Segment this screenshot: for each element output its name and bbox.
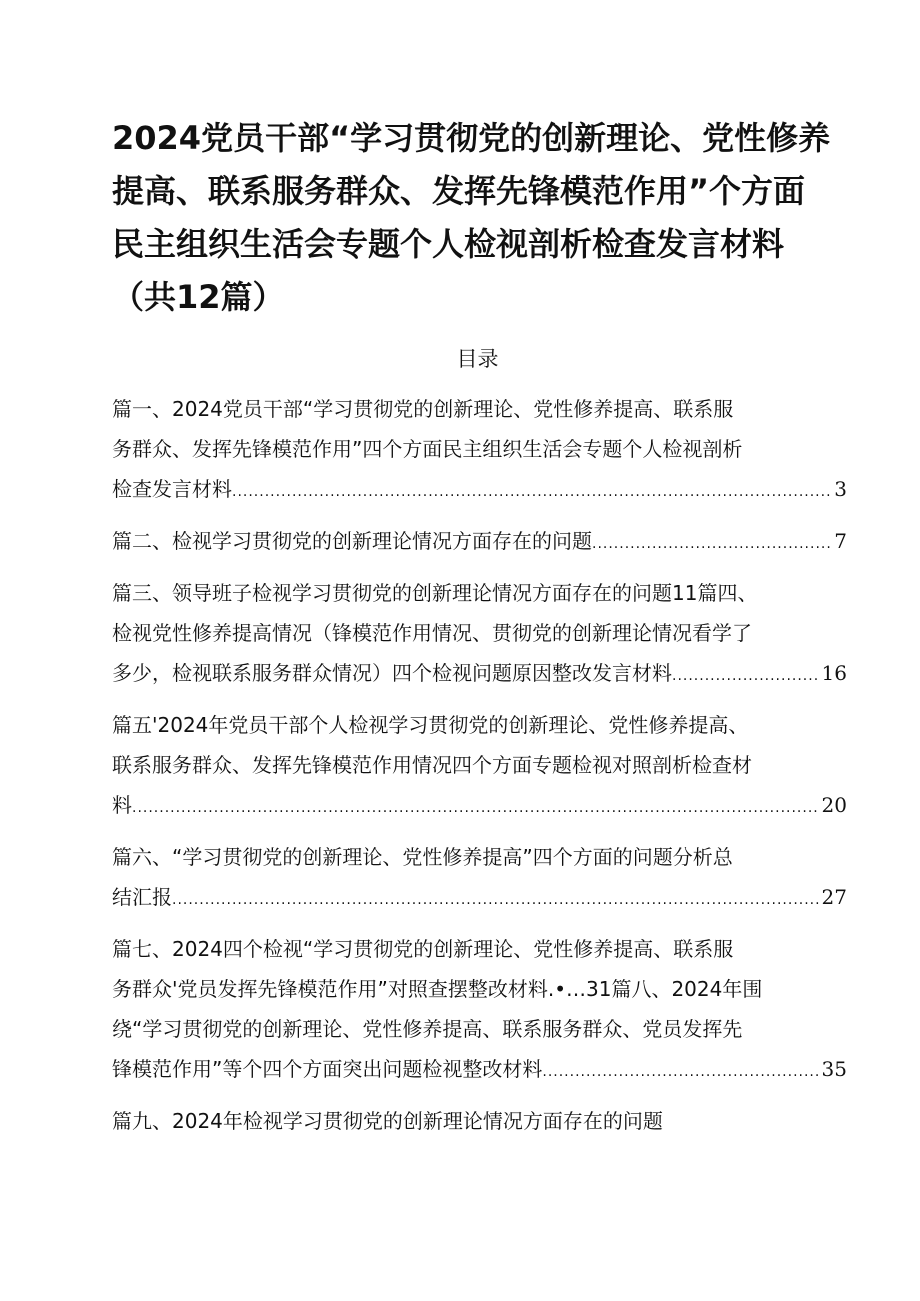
toc-entry-line [112,785,847,825]
toc-entry-line: 篇九、2024年检视学习贯彻党的创新理论情况方面存在的问题 [112,1109,663,1133]
toc-entry-line: 篇六、“学习贯彻党的创新理论、党性修养提高”四个方面的问题分析总 [112,845,733,869]
toc-dot-leader [672,656,820,693]
table-of-contents [112,389,847,1141]
title-line: （共12篇） [112,278,285,316]
toc-heading: 目录 [456,347,499,371]
toc-entry-line: 篇七、2024四个检视“学习贯彻党的创新理论、党性修养提高、联系服 [112,937,734,961]
toc-entry-line: 绕“学习贯彻党的创新理论、党性修养提高、联系服务群众、党员发挥先 [112,1017,743,1041]
toc-entry-text: 多少，检视联系服务群众情况）四个检视问题原因整改发言材料 [112,661,672,685]
toc-page-number: 16 [821,661,847,685]
toc-entry-line: 篇五'2024年党员干部个人检视学习贯彻党的创新理论、党性修养提高、 [112,713,749,737]
title-line: 提高、联系服务群众、发挥先锋模范作用”个方面 [112,172,806,210]
toc-entry-line [112,521,847,561]
title-line: 民主组织生活会专题个人检视剖析检查发言材料 [112,225,785,263]
toc-entry-line [112,469,847,509]
toc-entry-line [112,877,847,917]
toc-entry-line: 篇三、领导班子检视学习贯彻党的创新理论情况方面存在的问题11篇四、 [112,581,758,605]
toc-dot-leader [542,1052,819,1089]
toc-page-number: 27 [821,885,847,909]
toc-entry-text: 锋模范作用”等个四个方面突出问题检视整改材料 [112,1057,543,1081]
toc-entry-line: 检视党性修养提高情况（锋模范作用情况、贯彻党的创新理论情况看学了 [112,621,752,645]
title-line: 2024党员干部“学习贯彻党的创新理论、党性修养 [112,119,831,157]
toc-dot-leader [132,788,820,825]
toc-entry-text: 篇二、检视学习贯彻党的创新理论情况方面存在的问题 [112,529,592,553]
toc-entry-line: 联系服务群众、发挥先锋模范作用情况四个方面专题检视对照剖析检查材 [112,753,752,777]
toc-entry-text: 结汇报 [112,885,172,909]
toc-dot-leader [232,472,832,509]
toc-dot-leader [592,524,832,561]
toc-entry-line: 务群众、发挥先锋模范作用”四个方面民主组织生活会专题个人检视剖析 [112,437,743,461]
toc-page-number: 20 [821,793,847,817]
toc-page-number: 7 [834,529,847,553]
toc-page-number: 35 [821,1057,847,1081]
toc-entry-text: 检查发言材料 [112,477,232,501]
document-title [112,112,842,324]
toc-page-number: 3 [834,477,847,501]
toc-entry-text: 料 [112,793,132,817]
toc-entry-line: 务群众'党员发挥先锋模范作用”对照查摆整改材料.•…31篇八、2024年围 [112,977,763,1001]
toc-entry-line: 篇一、2024党员干部“学习贯彻党的创新理论、党性修养提高、联系服 [112,397,734,421]
toc-dot-leader [172,880,820,917]
toc-entry-line [112,1049,847,1089]
toc-entry-line [112,653,847,693]
